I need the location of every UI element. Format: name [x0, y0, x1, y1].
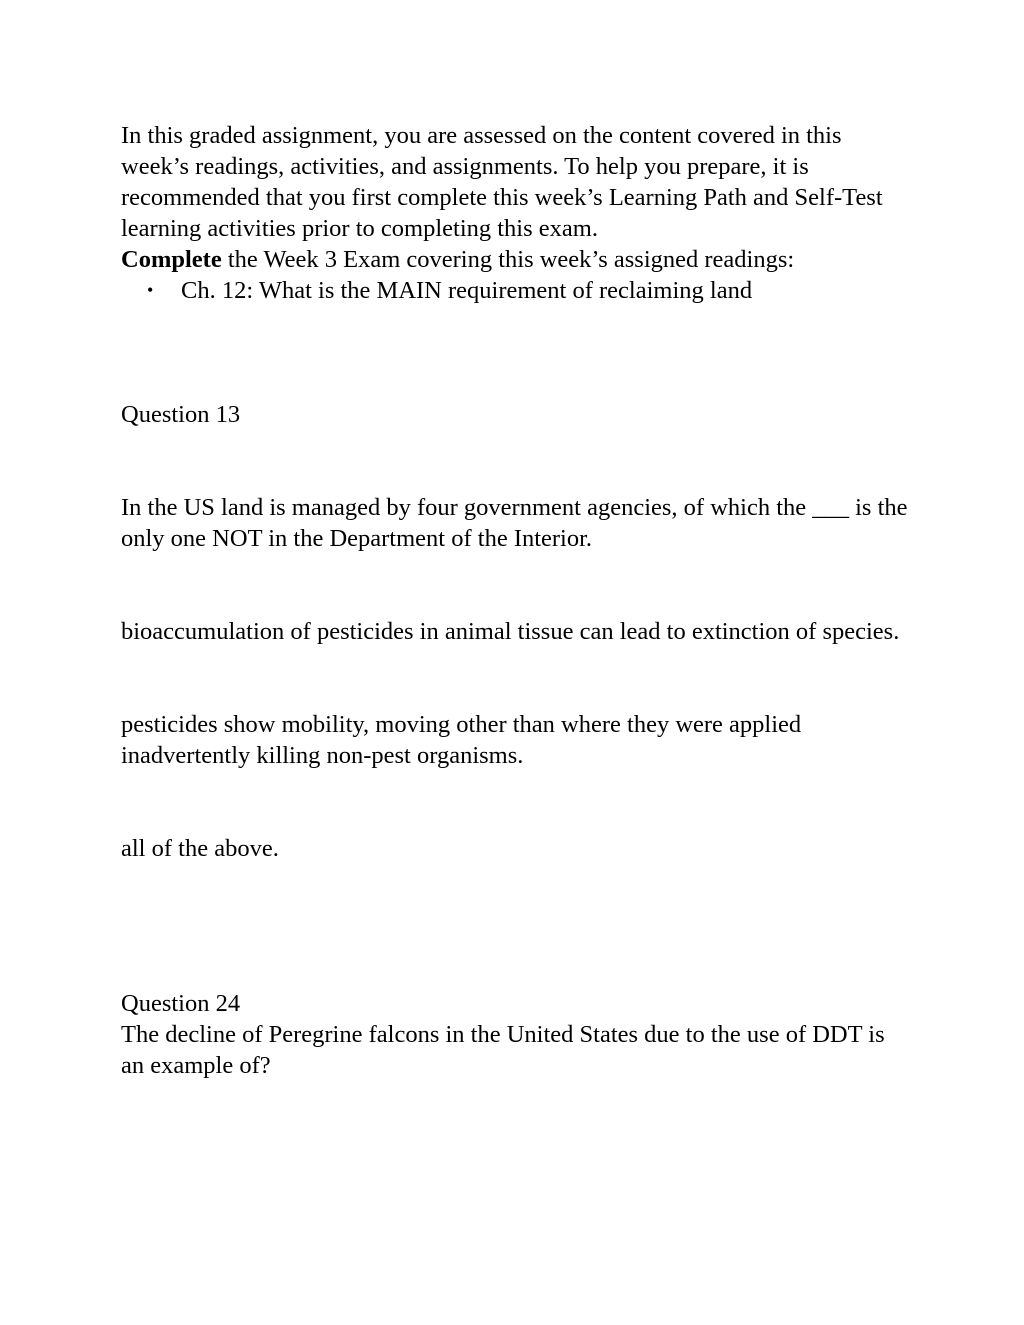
document-page	[121, 120, 911, 1081]
bullet-icon: •	[147, 280, 154, 300]
complete-bold-label: Complete	[121, 246, 222, 273]
complete-instruction	[121, 244, 911, 275]
question-13-option-2: pesticides show mobility, moving other than where they were applied inadvertently killing non-pest organisms.	[121, 711, 802, 769]
readings-list	[121, 275, 911, 306]
question-24-label: Question 24	[121, 990, 241, 1017]
question-13-option-3: all of the above.	[121, 835, 279, 862]
intro-paragraph: In this graded assignment, you are assessed on the content covered in this week’s readings, activities, and assignments. To help you prepare, it is recommended that you first complete this week’s Learning Path and Self-Test learning activities prior to completing this exam.	[121, 122, 883, 242]
complete-instruction-text: the Week 3 Exam covering this week’s assigned readings:	[221, 246, 795, 273]
reading-item-text: Ch. 12: What is the MAIN requirement of reclaiming land	[181, 277, 753, 304]
question-13-text: In the US land is managed by four government agencies, of which the ___ is the only one NOT in the Department of the Interior.	[121, 494, 908, 552]
question-13-label: Question 13	[121, 401, 241, 428]
list-item	[121, 275, 911, 306]
question-24-text: The decline of Peregrine falcons in the United States due to the use of DDT is an example of?	[121, 1021, 885, 1079]
question-13-option-1: bioaccumulation of pesticides in animal tissue can lead to extinction of species.	[121, 618, 900, 645]
